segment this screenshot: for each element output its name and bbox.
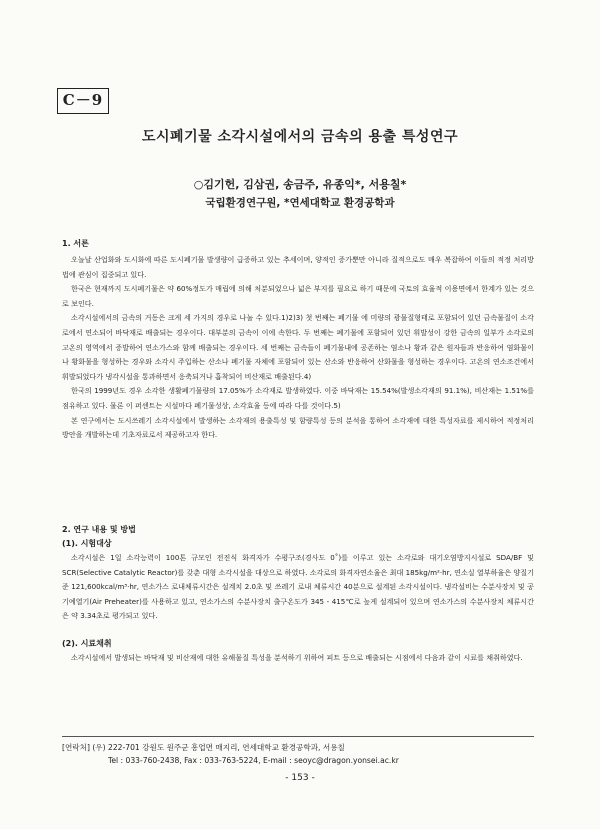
subsection-heading-sampling: (2). 시료채취 [62,638,112,648]
paper-title: 도시폐기물 소각시설에서의 금속의 용출 특성연구 [142,129,458,145]
section-heading-methods: 2. 연구 내용 및 방법 [62,525,136,534]
intro-paragraph-3: 소각시설에서의 금속의 거동은 크게 세 가지의 경우로 나눌 수 있다.1)2)3) 첫 번째는 폐기물 에 미량의 광물질형태로 포함되어 있던 금속물질이 소각로에서 연소되어 바닥재로 배출되는 경우이다. 대부분의 금속이 이에 속한다. 두 번째는 폐기물에 포함되어 있던 휘발성이 강한 금속의 일부가 소각로의 고온의 영역에서 증발하여 연소가스와 함께 배출되는 경우이다. 세 번째는 금속들이 폐기물내에 공존하는 염소나 황과 같은 원자들과 반응하여 염화물이나 황화물을 형성하는 경우와 소각시 주입하는 산소나 폐기물 자체에 포함되어 있는 산소와 반응하여 산화물을 형성하는 경우이다. 고온의 연소조건에서 휘발되었다가 냉각시설을 통과하면서 응축되거나 흡착되어 비산재로 배출된다.4) [62,313,534,381]
affiliation: 국립환경연구원, *연세대학교 환경공학과 [205,197,395,209]
contact-phone-email: Tel : 033-760-2438, Fax : 033-763-5224, E-mail : seoyc@dragon.yonsei.ac.kr [108,756,399,765]
contact-info: [연락처] (우) 222-701 강원도 원주군 흥업면 매지리, 연세대학교 환경공학과, 서용칠 [62,743,345,752]
intro-paragraph-5: 본 연구에서는 도시쓰레기 소각시설에서 발생하는 소각재의 용출특성 및 함량특성 등의 분석을 통하여 소각재에 대한 특성자료를 제시하여 적정처리 방안을 개발하는데 기초자료로서 제공하고자 한다. [62,415,534,440]
footer-divider [62,736,534,737]
intro-paragraph-4: 한국의 1999년도 경우 소각한 생활폐기물량의 17.05%가 소각재로 발생하였다. 이중 바닥재는 15.54%(발생소각재의 91.1%), 비산재는 1.51%를 점유하고 있다. 물론 이 퍼센트는 시설마다 폐기물성상, 소각효율 등에 따라 다를 것이다.5) [62,386,534,410]
section-introduction [62,238,534,443]
sampling-paragraph: 소각시설에서 발생되는 바닥재 및 비산재에 대한 유해물질 특성을 분석하기 위하여 피트 등으로 배출되는 시점에서 다음과 같이 시료를 채취하였다. [71,652,523,662]
section-methods [62,524,534,666]
intro-paragraph-1: 오늘날 산업화와 도시화에 따른 도시폐기물 발생량이 급증하고 있는 추세이며, 양적인 증가뿐만 아니라 질적으로도 매우 복잡하여 이들의 적정 처리방법에 관심이 집중되고 있다. [62,255,534,279]
session-code-badge: C－9 [57,88,109,114]
page-number: - 153 - [285,773,315,783]
subsection-heading-test-target: (1). 시험대상 [62,539,112,548]
intro-paragraph-2: 한국은 현재까지 도시폐기물은 약 60%정도가 매립에 의해 처분되었으나 넓은 부지를 필요로 하기 때문에 국토의 효율적 이용면에서 한계가 있는 것으로 보인다. [62,284,534,308]
test-target-paragraph: 소각시설은 1일 소각능력이 100톤 규모인 전진식 화격자가 수평구조(경사도 0˚)를 이루고 있는 소각로와 대기오염방지시설로 SDA/BF 및 SCR(Selective Catalytic Reactor)를 갖춘 대형 소각시설을 대상으로 하였다. 소각로의 화격자연소율은 최대 185kg/m²·hr, 연소실 열부하율은 양질기준 121,600kcal/m³·hr, 연소가스 로내체류시간은 설계치 2.0초 및 쓰레기 로내 체류시간 40분으로 설계된 소각시설이다. 냉각설비는 수분사장치 및 공기예열기(Air Preheater)를 사용하고 있고, 연소가스의 수분사장치 출구온도가 345 - 415℃로 높게 설계되어 있으며 연소가스의 수분사장치 체류시간은 약 3.34초로 평가되고 있다. [62,553,534,621]
authors: ○김기헌, 김삼권, 송금주, 유종익*, 서용칠* [193,178,407,191]
section-heading-introduction: 1. 서론 [62,239,89,248]
